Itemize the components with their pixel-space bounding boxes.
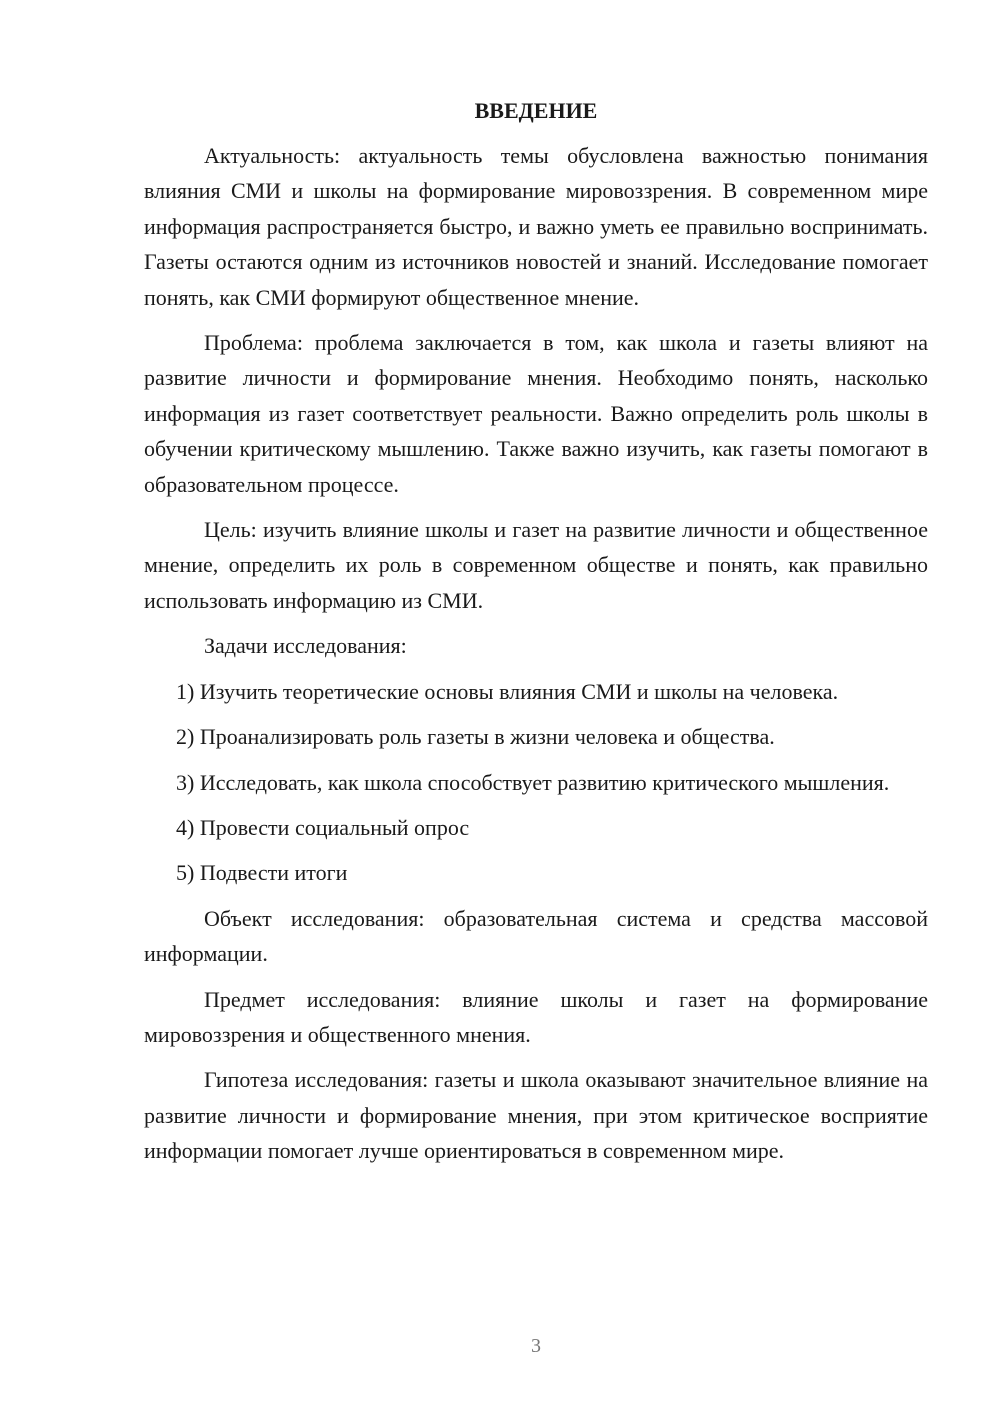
task-item-4: 4) Провести социальный опрос bbox=[176, 814, 470, 840]
problem-paragraph: Проблема: проблема заключается в том, как школа и газеты влияют на развитие личности и формирование мнения. Необходимо понять, насколько информация из газет соответствует реальности. Важно определить роль школы в обучении критическому мышлению. Также важно изучить, как газеты помогают в образовательном процессе. bbox=[144, 330, 928, 497]
task-item-5: 5) Подвести итоги bbox=[176, 860, 348, 886]
goal-paragraph: Цель: изучить влияние школы и газет на развитие личности и общественное мнение, определить их роль в современном обществе и понять, как правильно использовать информацию из СМИ. bbox=[144, 517, 928, 613]
task-item-1: 1) Изучить теоретические основы влияния СМИ и школы на человека. bbox=[176, 678, 839, 704]
section-heading: ВВЕДЕНИЕ bbox=[474, 98, 598, 123]
subject-paragraph: Предмет исследования: влияние школы и газет на формирование мировоззрения и общественного мнения. bbox=[144, 986, 928, 1047]
tasks-heading: Задачи исследования: bbox=[204, 633, 407, 659]
task-item-3: 3) Исследовать, как школа способствует развитию критического мышления. bbox=[176, 769, 890, 795]
hypothesis-paragraph: Гипотеза исследования: газеты и школа оказывают значительное влияние на развитие личности и формирование мнения, при этом критическое восприятие информации помогает лучше ориентироваться в современном мире. bbox=[144, 1067, 928, 1164]
object-paragraph: Объект исследования: образовательная система и средства массовой информации. bbox=[144, 905, 928, 967]
relevance-paragraph: Актуальность: актуальность темы обусловлена важностью понимания влияния СМИ и школы на формирование мировоззрения. В современном мире информация распространяется быстро, и важно уметь ее правильно воспринимать. Газеты остаются одним из источников новостей и знаний. Исследование помогает понять, как СМИ формируют общественное мнение. bbox=[144, 143, 928, 310]
task-item-2: 2) Проанализировать роль газеты в жизни человека и общества. bbox=[176, 724, 775, 750]
document-page bbox=[144, 96, 928, 1169]
page-number: 3 bbox=[531, 1335, 541, 1357]
